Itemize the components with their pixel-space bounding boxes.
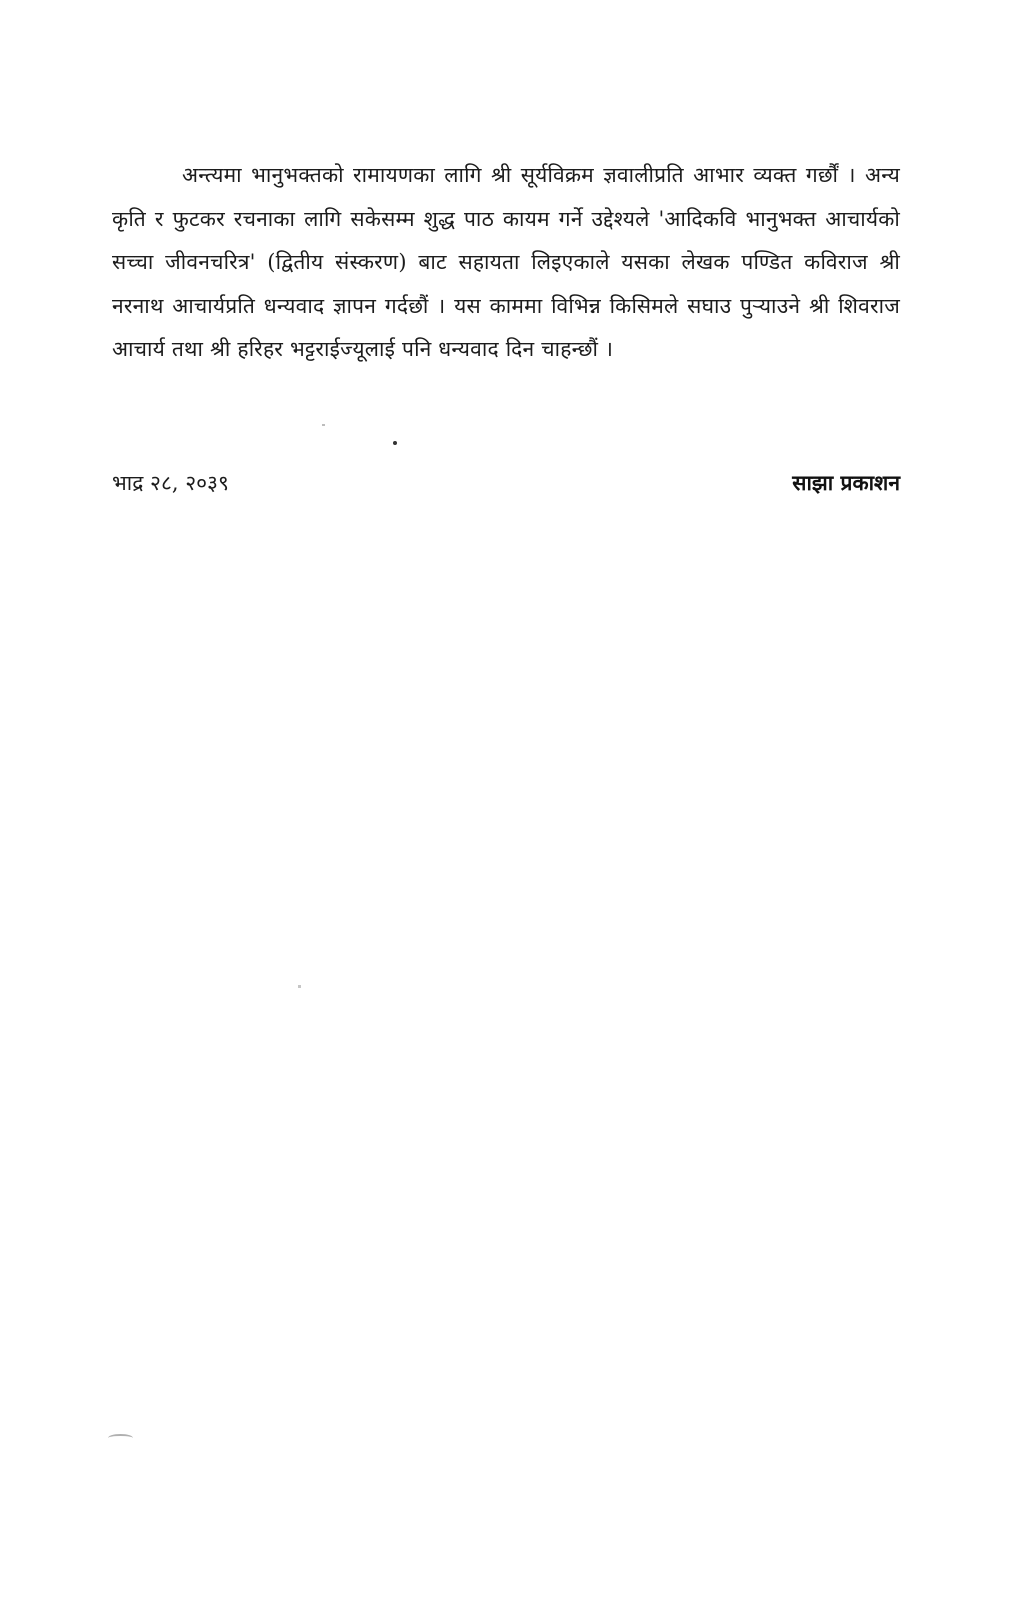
publisher-name: साझा प्रकाशन bbox=[792, 470, 900, 495]
document-date: भाद्र २८, २०३९ bbox=[112, 471, 229, 495]
scan-dot bbox=[393, 441, 397, 445]
scan-speck bbox=[298, 985, 301, 988]
signature-row bbox=[112, 467, 900, 503]
scan-artifact bbox=[108, 1434, 133, 1442]
acknowledgement-paragraph: अन्त्यमा भानुभक्तको रामायणका लागि श्री सूर्यविक्रम ज्ञवालीप्रति आभार व्यक्त गर्छौं । अन्य कृति र फुटकर रचनाका लागि सकेसम्म शुद्ध पाठ कायम गर्ने उद्देश्यले 'आदिकवि भानुभक्त आचार्यको सच्चा जीवनचरित्र' (द्वितीय संस्करण) बाट सहायता लिइएकाले यसका लेखक पण्डित कविराज श्री नरनाथ आचार्यप्रति धन्यवाद ज्ञापन गर्दछौं । यस काममा विभिन्न किसिमले सघाउ पुऱ्याउने श्री शिवराज आचार्य तथा श्री हरिहर भट्टराईज्यूलाई पनि धन्यवाद दिन चाहन्छौं । bbox=[112, 163, 900, 361]
scan-speck bbox=[322, 424, 325, 426]
